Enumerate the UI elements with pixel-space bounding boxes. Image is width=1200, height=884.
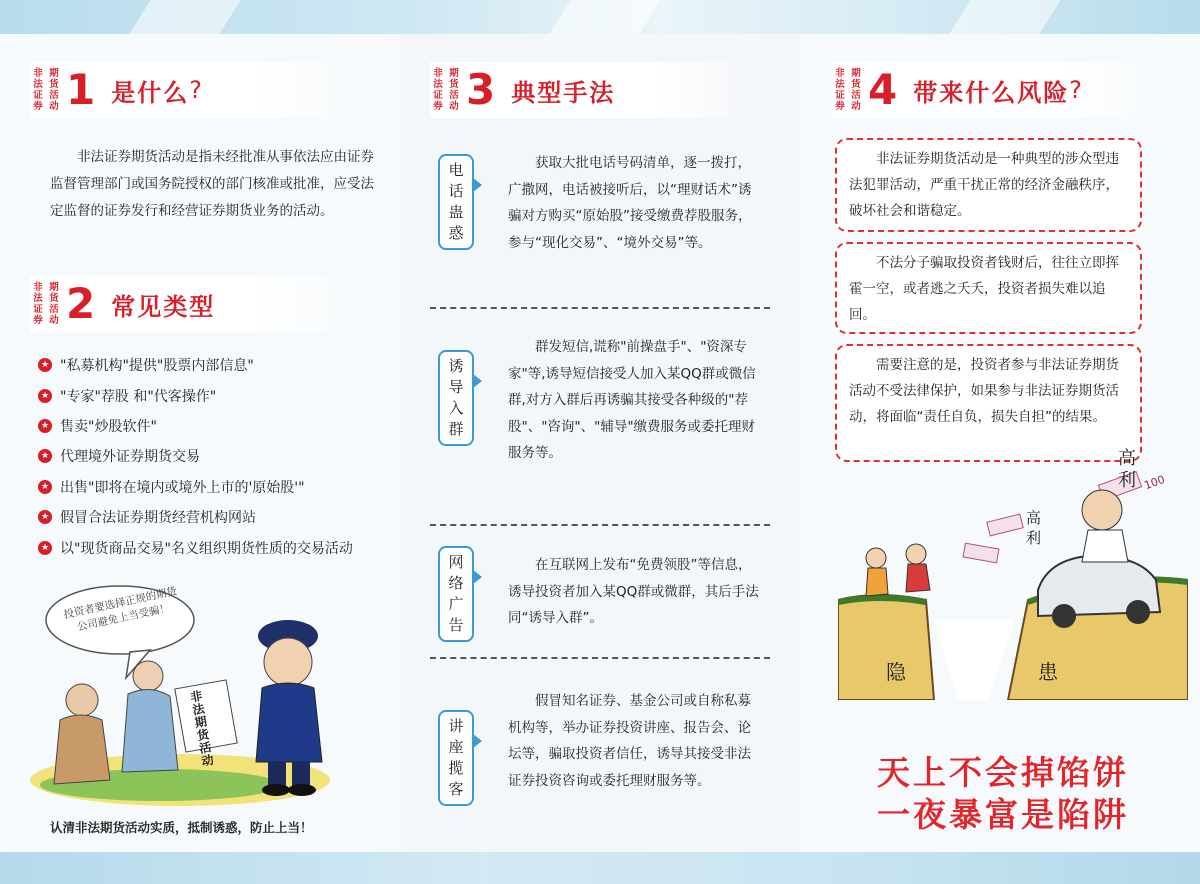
- question-mark: ?: [1069, 76, 1084, 104]
- risk-box: 不法分子骗取投资者钱财后，往往立即挥霍一空，或者逃之夭夭，投资者损失难以追回。: [835, 242, 1142, 334]
- banknote: [987, 514, 1023, 536]
- star-icon: ★: [38, 510, 52, 524]
- types-list: [38, 350, 398, 563]
- list-item: ★ "专家"荐股 和"代客操作": [38, 380, 398, 410]
- band-stripe: [949, 0, 1060, 34]
- star-icon: ★: [38, 480, 52, 494]
- section-number: 3: [466, 65, 496, 114]
- star-icon: ★: [38, 389, 52, 403]
- star-icon: ★: [38, 419, 52, 433]
- old-woman-body: [122, 689, 178, 772]
- section-tag: 非 期 法 货 证 活 券 动: [433, 68, 459, 112]
- car-wheel: [1126, 600, 1150, 624]
- band-stripe: [129, 0, 240, 34]
- high-profit-label: 高 利: [1118, 448, 1136, 491]
- slogan-line-2: 一夜暴富是陷阱: [877, 795, 1129, 834]
- risk-box: 非法证券期货活动是一种典型的涉众型违法犯罪活动，严重干扰正常的经济金融秩序，破坏社会和谐稳定。: [835, 138, 1142, 232]
- section-2-header: [30, 276, 350, 332]
- section-title: 典型手法: [511, 78, 616, 107]
- man-body: [1082, 530, 1128, 562]
- chasm: [934, 620, 1014, 700]
- section-number: 2: [66, 279, 96, 328]
- list-item: ★ "私募机构"提供"股票内部信息": [38, 350, 398, 380]
- section-tag: 非 期 法 货 证 活 券 动: [835, 68, 861, 112]
- section-tag: 非 期 法 货 证 活 券 动: [33, 282, 59, 326]
- divider: [430, 657, 770, 659]
- high-profit-label: 高 利: [1026, 509, 1042, 547]
- section-1-header: [30, 62, 350, 118]
- old-man-body: [54, 715, 110, 784]
- method-tab-ads: 网 络 广 告: [438, 546, 474, 642]
- bubble-text: 投资者要选择正规的期货公司避免上当受骗！: [62, 585, 179, 634]
- car-wheel: [1052, 604, 1076, 628]
- method-tab-phone: 电 话 蛊 惑: [438, 154, 474, 250]
- divider: [430, 307, 770, 309]
- runner-body: [866, 568, 888, 596]
- method-tab-group: 诱 导 入 群: [438, 350, 474, 446]
- bottom-band: [0, 852, 1200, 884]
- risk-box: 需要注意的是，投资者参与非法证券期货活动不受法律保护，如果参与非法证券期货活动，将面临“责任自负，损失自担”的结果。: [835, 344, 1142, 462]
- police-shoe: [262, 784, 290, 796]
- section-title: 是什么: [111, 78, 190, 107]
- hidden-danger-1: 隐: [886, 660, 906, 684]
- cartoon-caption: 认清非法期货活动实质，抵制诱惑，防止上当！: [50, 820, 313, 835]
- section-4-header: [832, 62, 1152, 118]
- man-head: [1082, 490, 1122, 530]
- method-text-lecture: 假冒知名证券、基金公司或自称私募机构等，举办证券投资讲座、报告会、论坛等，骗取投资者信任，诱导其接受非法证券投资咨询或委托理财服务等。: [508, 693, 751, 789]
- list-item: ★ 假冒合法证券期货经营机构网站: [38, 502, 398, 532]
- method-text-phone: 获取大批电话号码清单，逐一拨打，广撒网，电话被接听后，以“理财话术”诱骗对方购买“原始股”接受缴费荐股服务，参与“现化交易”、“境外交易”等。: [508, 155, 752, 251]
- star-icon: ★: [38, 449, 52, 463]
- runner-head: [906, 544, 926, 564]
- list-item: ★ 以"现货商品交易"名义组织期货性质的交易活动: [38, 532, 398, 562]
- section-title: 常见类型: [111, 292, 216, 321]
- method-text-ads: 在互联网上发布“免费领股”等信息，诱导投资者加入某QQ群或微群，其后手法同“诱导入群”。: [508, 557, 759, 626]
- section-title: 带来什么风险: [913, 78, 1070, 107]
- police-shoe: [288, 784, 316, 796]
- old-man-head: [66, 684, 98, 716]
- runner-head: [866, 548, 886, 568]
- star-icon: ★: [38, 358, 52, 372]
- star-icon: ★: [38, 541, 52, 555]
- question-mark: ?: [189, 76, 204, 104]
- slogan-line-1: 天上不会掉馅饼: [877, 753, 1129, 792]
- method-text-group: 群发短信,谎称"前操盘手"、"资深专家"等,诱导短信接受人加入某QQ群或微信群,对方入群后再诱骗其接受各种级的"荐股"、"咨询"、"辅导"缴费服务或委托理财服务等。: [508, 339, 756, 461]
- old-woman-head: [133, 661, 163, 691]
- section-number: 4: [868, 65, 898, 114]
- divider: [430, 524, 770, 526]
- runner-body: [906, 564, 930, 592]
- hidden-danger-2: 患: [1038, 660, 1058, 684]
- police-head: [264, 638, 312, 686]
- sign-text: 非法期货活动: [189, 688, 215, 769]
- banknote: [963, 543, 999, 563]
- banknote-value: 100: [1142, 472, 1167, 493]
- police-body: [256, 683, 322, 762]
- top-band: [0, 0, 1200, 34]
- section-1-text: 非法证券期货活动是指未经批准从事依法应由证券监督管理部门或国务院授权的部门核准或批准，应受法定监督的证券发行和经营证券期货业务的活动。: [50, 149, 374, 219]
- section-tag: 非 期 法 货 证 活 券 动: [33, 68, 59, 112]
- list-item: ★ 出售"即将在境内或境外上市的'原始股'": [38, 472, 398, 502]
- section-3-header: [430, 62, 750, 118]
- method-tab-lecture: 讲 座 揽 客: [438, 710, 474, 806]
- band-stripe: [549, 0, 660, 34]
- section-number: 1: [66, 65, 96, 114]
- list-item: ★ 代理境外证券期货交易: [38, 441, 398, 471]
- list-item: ★ 售卖"炒股软件": [38, 411, 398, 441]
